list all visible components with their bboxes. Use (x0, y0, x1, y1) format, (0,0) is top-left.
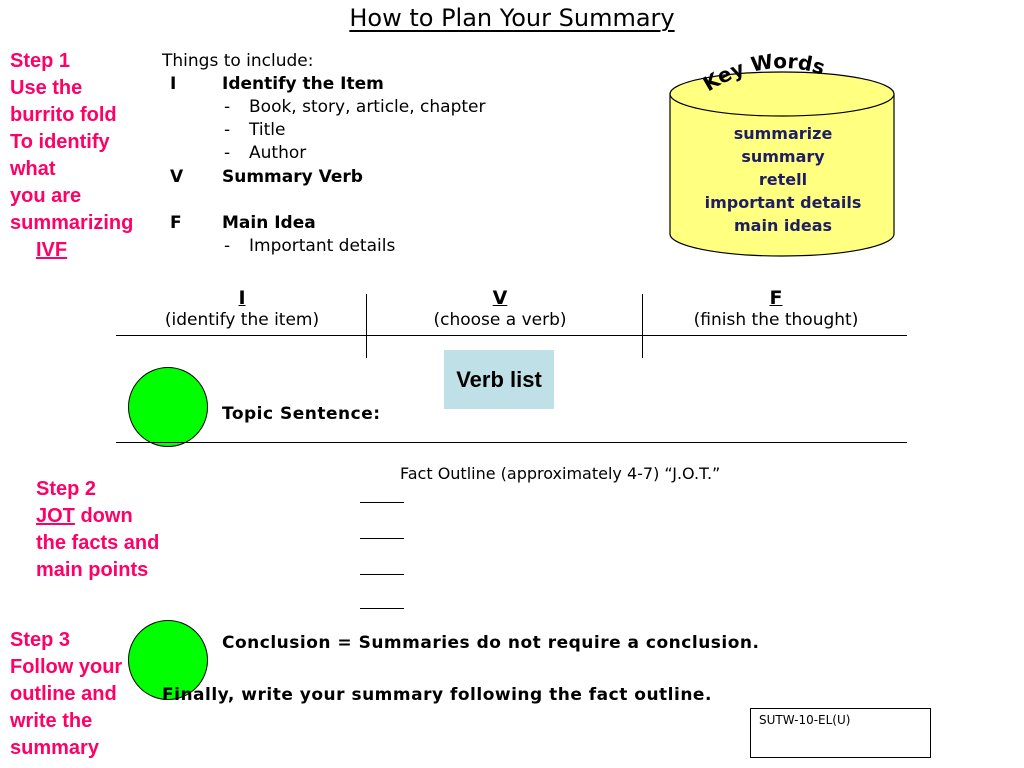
include-heading: Things to include: (162, 51, 314, 71)
fact-blank-4[interactable] (360, 608, 404, 609)
finally-text: Finally, write your summary following the fact outline. (162, 685, 712, 705)
ivf-divider-2 (642, 294, 643, 358)
topic-rule (116, 442, 907, 443)
include-sub-details: Important details (249, 236, 396, 256)
step3-heading: Step 3 (10, 629, 71, 651)
step2-heading: Step 2 (36, 478, 97, 500)
ivf-rule (116, 335, 907, 336)
jot-acronym: JOT (36, 505, 75, 527)
conclusion-text: Conclusion = Summaries do not require a conclusion. (222, 633, 760, 653)
include-item-identify: Identify the Item (222, 74, 384, 94)
include-sub-book: Book, story, article, chapter (249, 97, 486, 117)
step1-text: Step 1 Use the burrito fold To identify what you are summarizing IVF (10, 48, 133, 264)
keyword-summary: summary (741, 147, 825, 166)
ivf-acronym: IVF (36, 239, 68, 261)
fact-outline-label: Fact Outline (approximately 4-7) “J.O.T.” (400, 464, 721, 483)
document-code: SUTW-10-EL(U) (750, 708, 931, 758)
fact-blank-3[interactable] (360, 574, 404, 575)
fact-blank-1[interactable] (360, 502, 404, 503)
include-letter-v: V (170, 167, 184, 187)
ivf-col-v: V (choose a verb) (433, 287, 567, 330)
keyword-main-ideas: main ideas (733, 216, 833, 235)
keywords-label: Key Words (698, 52, 828, 97)
keyword-summarize: summarize (733, 124, 833, 143)
keyword-retell: retell (758, 170, 808, 189)
include-letter-i: I (170, 74, 177, 94)
include-sub-title: Title (249, 120, 286, 140)
step3-text: Step 3 Follow your outline and write the summary (10, 629, 123, 759)
ivf-col-i: I (identify the item) (164, 287, 320, 330)
fact-blank-2[interactable] (360, 538, 404, 539)
step2-text: Step 2 JOT down the facts and main points (36, 478, 160, 581)
include-letter-f: F (170, 213, 182, 233)
include-item-verb: Summary Verb (222, 167, 363, 187)
ivf-divider-1 (366, 294, 367, 358)
page-title: How to Plan Your Summary (349, 4, 675, 32)
topic-sentence-label: Topic Sentence: (222, 404, 381, 424)
keyword-important-details: important details (704, 193, 862, 212)
ivf-col-f: F (finish the thought) (693, 287, 859, 330)
include-sub-author: Author (249, 143, 307, 163)
verb-list-button[interactable]: Verb list (444, 350, 554, 409)
include-item-main-idea: Main Idea (222, 213, 316, 233)
topic-circle (128, 367, 208, 447)
step1-heading: Step 1 (10, 50, 71, 72)
